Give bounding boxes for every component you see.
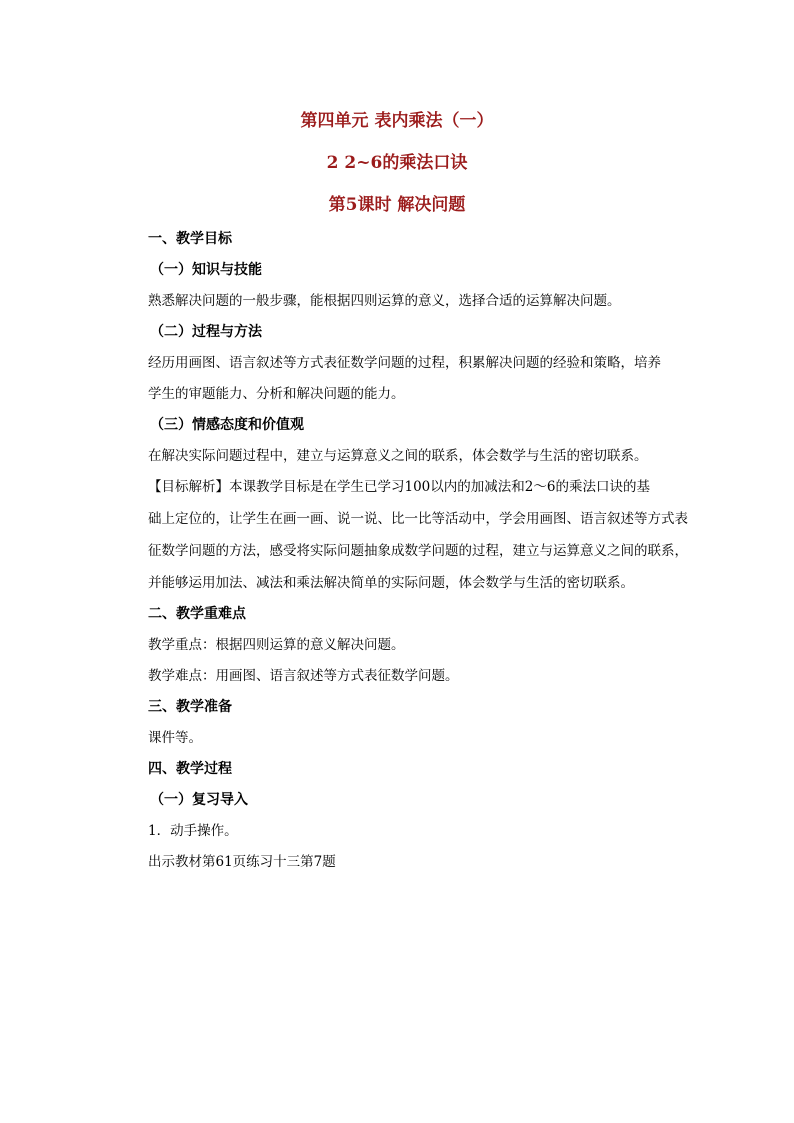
preparation-text: 课件等。 xyxy=(148,730,202,746)
attitude-values-heading: （三）情感态度和价值观 xyxy=(150,417,304,433)
preparation-heading: 三、教学准备 xyxy=(148,699,232,715)
key-point-text: 教学重点：根据四则运算的意义解决问题。 xyxy=(148,637,405,653)
teaching-goals-heading: 一、教学目标 xyxy=(148,231,232,247)
textbook-exercise-text: 出示教材第61页练习十三第7题 xyxy=(148,854,336,870)
knowledge-skills-heading: （一）知识与技能 xyxy=(150,262,262,278)
goal-analysis-line4: 并能够运用加法、减法和乘法解决简单的实际问题，体会数学与生活的密切联系。 xyxy=(148,575,634,591)
attitude-values-text: 在解决实际问题过程中，建立与运算意义之间的联系，体会数学与生活的密切联系。 xyxy=(148,448,648,464)
section-title: 2 2~6的乘法口诀 xyxy=(326,153,468,173)
process-method-heading: （二）过程与方法 xyxy=(150,324,262,340)
knowledge-skills-text: 熟悉解决问题的一般步骤，能根据四则运算的意义，选择合适的运算解决问题。 xyxy=(148,293,621,309)
lesson-title: 第5课时 解决问题 xyxy=(328,195,466,215)
review-intro-heading: （一）复习导入 xyxy=(150,792,248,808)
goal-analysis-line2: 础上定位的，让学生在画一画、说一说、比一比等活动中，学会用画图、语言叙述等方式表 xyxy=(148,511,688,527)
unit-title: 第四单元 表内乘法（一） xyxy=(300,111,494,131)
process-method-text-line1: 经历用画图、语言叙述等方式表征数学问题的过程，积累解决问题的经验和策略，培养 xyxy=(148,355,661,371)
goal-analysis-line1: 【目标解析】本课教学目标是在学生已学习100以内的加减法和2～6的乘法口诀的基 xyxy=(148,479,650,495)
goal-analysis-line3: 征数学问题的方法，感受将实际问题抽象成数学问题的过程，建立与运算意义之间的联系， xyxy=(148,543,688,559)
process-method-text-line2: 学生的审题能力、分析和解决问题的能力。 xyxy=(148,386,405,402)
difficult-point-text: 教学难点：用画图、语言叙述等方式表征数学问题。 xyxy=(148,668,459,684)
hands-on-item: 1．动手操作。 xyxy=(148,823,238,839)
teaching-process-heading: 四、教学过程 xyxy=(148,761,232,777)
key-difficult-heading: 二、教学重难点 xyxy=(148,606,246,622)
